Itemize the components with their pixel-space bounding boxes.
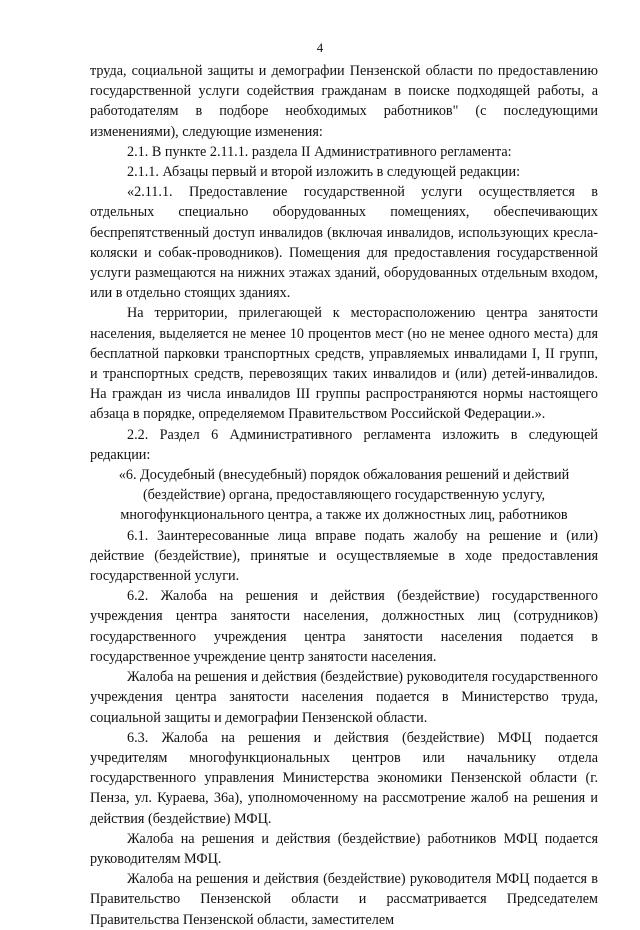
paragraph: 6.1. Заинтересованные лица вправе подать жалобу на решение и (или) действие (бездействие), принятые и осуществляемые в ходе предоставления государственной услуги. [90,527,598,585]
paragraph: 6.2. Жалоба на решения и действия (бездействие) государственного учреждения центра занятости населения, должностных лиц (сотрудников) государственного учреждения центра занятости населения подается в государственное учреждение центр занятости населения. [90,588,598,665]
paragraph: 2.1.1. Абзацы первый и второй изложить в следующей редакции: [127,164,521,181]
paragraph: 2.1. В пункте 2.11.1. раздела II Административного регламента: [127,143,512,160]
paragraph: Жалоба на решения и действия (бездействие) руководителя МФЦ подается в Правительство Пензенской области и рассматривается Председателем Правительства Пензенской области, заместителем [90,871,598,928]
paragraph: Жалоба на решения и действия (бездействие) работников МФЦ подается руководителям МФЦ. [90,830,598,867]
paragraph: На территории, прилегающей к месторасположению центра занятости населения, выделяется не менее 10 процентов мест (но не менее одного места) для бесплатной парковки транспортных средств, управляемых инвалидами I, II групп, и транспортных средств, перевозящих таких инвалидов и (или) детей-инвалидов. На граждан из числа инвалидов III группы распространяются нормы настоящего абзаца в порядке, определяемом Правительством Российской Федерации.». [90,305,598,423]
paragraph: Жалоба на решения и действия (бездействие) руководителя государственного учреждения центра занятости населения подается в Министерство труда, социальной защиты и демографии Пензенской области. [90,669,598,726]
document-body [90,61,598,930]
section-title: «6. Досудебный (внесудебный) порядок обжалования решений и действий (бездействие) органа, предоставляющего государственную услугу, многофункционального центра, а также их должностных лиц, работников [118,467,570,524]
page-number: 4 [316,40,324,55]
paragraph: труда, социальной защиты и демографии Пензенской области по предоставлению государственной услуги содействия гражданам в поиске подходящей работы, а работодателям в подборе необходимых работников" (с последующими изменениями), следующие изменения: [90,63,598,140]
paragraph: 6.3. Жалоба на решения и действия (бездействие) МФЦ подается учредителям многофункциональных центров или начальнику отдела государственного управления Министерства экономики Пензенской области (г. Пенза, ул. Кураева, 36а), уполномоченному на рассмотрение жалоб на решения и действия (бездействие) МФЦ. [90,729,598,827]
paragraph: 2.2. Раздел 6 Административного регламента изложить в следующей редакции: [90,426,598,463]
paragraph: «2.11.1. Предоставление государственной услуги осуществляется в отдельных специально оборудованных помещениях, обеспечивающих беспрепятственный доступ инвалидов (включая инвалидов, использующих кресла-коляски и собак-проводников). Помещения для предоставления государственной услуги размещаются на нижних этажах зданий, оборудованных отдельным входом, или в отдельно стоящих зданиях. [90,184,598,302]
